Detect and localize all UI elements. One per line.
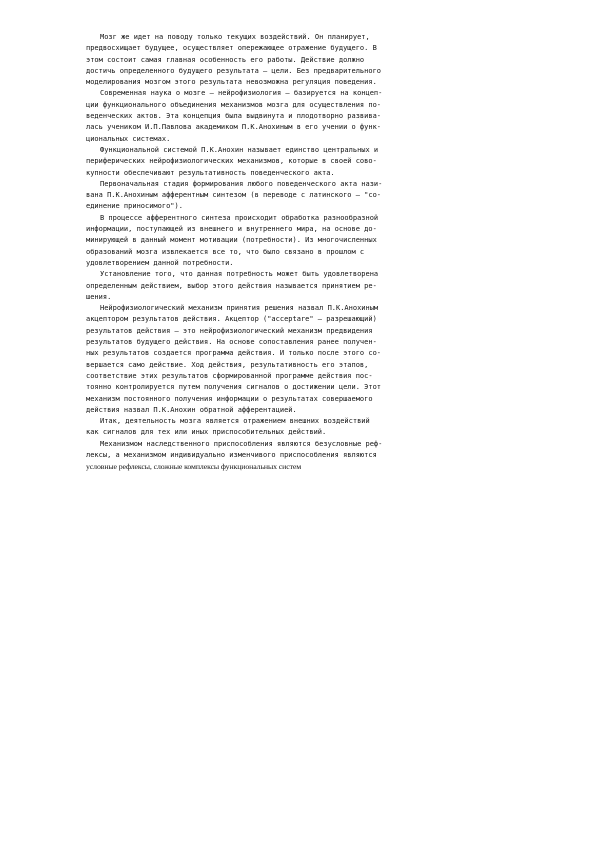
text-line: минирующей в данный момент мотивации (потребности). Из многочисленных (86, 236, 377, 245)
text-line: шения. (86, 292, 112, 301)
paragraph (86, 145, 516, 179)
text-line: этом состоит самая главная особенность его работы. Действие должно (86, 55, 365, 64)
text-line: результатов действия – это нейрофизиологический механизм предвидения (86, 326, 373, 335)
text-line: определенным действием, выбор этого действия называется принятием ре- (86, 281, 377, 290)
paragraph (86, 88, 516, 144)
text-line: результатов будущего действия. На основе сопоставления ранее получен- (86, 338, 377, 347)
text-line: ции функционального объединения механизмов мозга для осуществления по- (86, 100, 382, 109)
paragraph (86, 303, 516, 416)
text-line: ных результатов создается программа действия. И только после этого со- (86, 349, 382, 358)
text-line: лексы, а механизмом индивидуально изменчивого приспособления являются (86, 450, 377, 459)
text-line: купности обеспечивают результативность поведенческого акта. (86, 168, 335, 177)
text-line: периферических нейрофизиологических механизмов, которые в своей сово- (86, 157, 377, 166)
text-line: как сигналов для тех или иных приспособительных действий. (86, 428, 327, 437)
text-line: образований мозга извлекается все то, что было связано в прошлом с (86, 247, 365, 256)
text-line: веденческих актов. Эта концепция была выдвинута и плодотворно развива- (86, 112, 382, 121)
paragraph (86, 269, 516, 303)
text-line: Механизмом наследственного приспособления являются безусловные реф- (100, 439, 383, 448)
text-line: достичь определенного будущего результата – цели. Без предварительного (86, 66, 382, 75)
paragraph (86, 32, 516, 88)
paragraph (86, 213, 516, 269)
text-line: вана П.К.Анохиным афферентным синтезом (в переводе с латинского – "со- (86, 191, 382, 200)
text-line: механизм постоянного получения информации о результатах совершаемого (86, 394, 373, 403)
text-line: Функциональной системой П.К.Анохин называет единство центральных и (100, 145, 379, 154)
text-line: Нейрофизиологический механизм принятия решения назвал П.К.Анохиным (100, 304, 379, 313)
paragraph (86, 439, 516, 462)
text-line: Первоначальная стадия формирования любого поведенческого акта нази- (100, 179, 383, 188)
text-line: акцептором результатов действия. Акцептор ("acceptare" – разрешающий) (86, 315, 377, 324)
text-line: информации, поступающей из внешнего и внутреннего мира, на основе до- (86, 225, 377, 234)
text-line: Установление того, что данная потребность может быть удовлетворена (100, 270, 379, 279)
text-line: предвосхищает будущее, осуществляет опережающее отражение будущего. В (86, 44, 377, 53)
paragraph (86, 179, 516, 213)
text-line: Мозг же идет на поводу только текущих воздействий. Он планирует, (100, 33, 370, 41)
text-line: Итак, деятельность мозга является отражением внешних воздействий (100, 417, 370, 426)
text-line: вершается само действие. Ход действия, результативность его этапов, (86, 360, 369, 369)
text-line: удовлетворением данной потребности. (86, 258, 234, 267)
text-line: Современная наука о мозге – нейрофизиология – базируется на концеп- (100, 89, 383, 98)
text-line: соответствие этих результатов сформированной программе действия пос- (86, 371, 373, 380)
text-line: единение приносимого"). (86, 202, 183, 211)
body-text (86, 32, 516, 473)
text-line: циональных системах. (86, 134, 171, 143)
text-line: лась учеником И.П.Павлова академиком П.К.Анохиным в его учении о функ- (86, 123, 382, 132)
paragraph (86, 416, 516, 439)
text-line: действия назвал П.К.Анохин обратной афферентацией. (86, 405, 297, 414)
closing-line: условные рефлексы, сложные комплексы функциональных систем (86, 462, 302, 472)
text-line: В процессе афферентного синтеза происходит обработка разнообразной (100, 213, 379, 222)
text-line: тоянно контролируется путем получения сигналов о достижении цели. Этот (86, 383, 382, 392)
text-line: моделирования мозгом этого результата невозможна регуляция поведения. (86, 78, 377, 87)
